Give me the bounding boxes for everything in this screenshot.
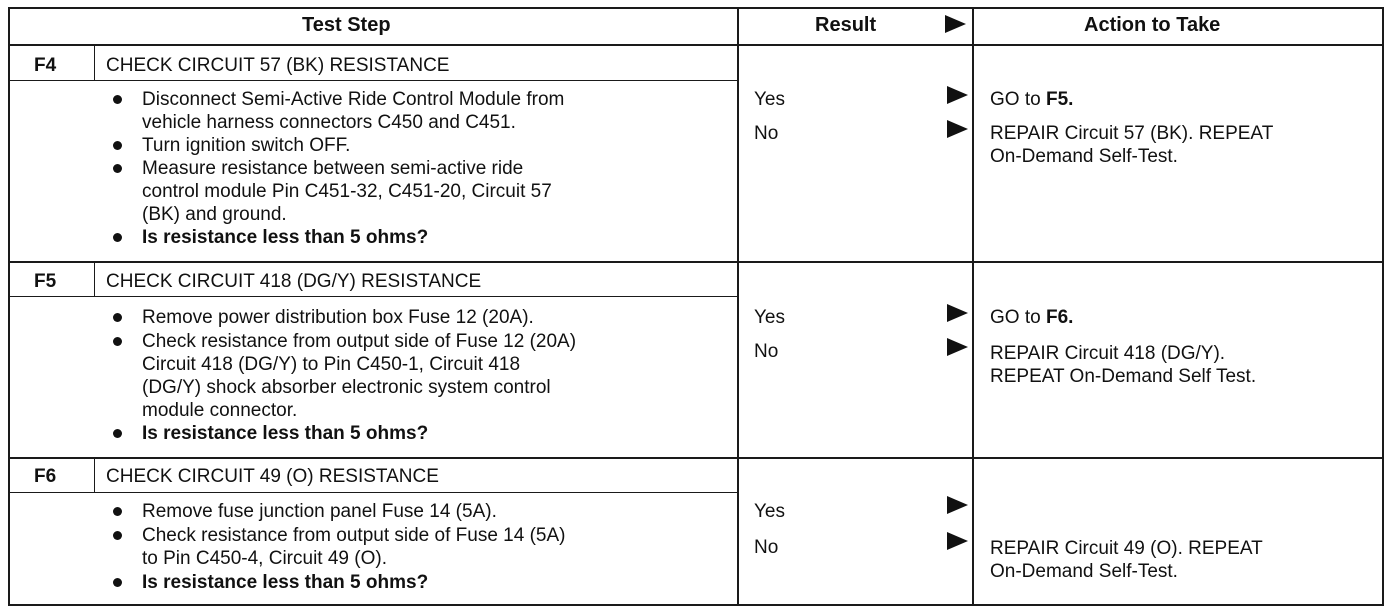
row-divider-f6 bbox=[8, 457, 1384, 459]
action-goto-prefix: GO to bbox=[990, 89, 1046, 110]
bullet-icon bbox=[113, 164, 122, 173]
step-text: Check resistance from output side of Fuse 14 (5A) bbox=[142, 525, 566, 546]
step-id: F5 bbox=[34, 271, 57, 292]
bullet-icon bbox=[113, 337, 122, 346]
row-divider-f5 bbox=[8, 261, 1384, 263]
result-yes: Yes bbox=[754, 501, 785, 522]
action-text: REPAIR Circuit 57 (BK). REPEAT bbox=[990, 123, 1274, 144]
step-text: Remove power distribution box Fuse 12 (20A). bbox=[142, 307, 534, 328]
bullet-icon bbox=[113, 233, 122, 242]
bullet-icon bbox=[113, 95, 122, 104]
action-goto bbox=[990, 306, 1073, 329]
step-text: Measure resistance between semi-active ride bbox=[142, 158, 524, 179]
action-goto-target: F6. bbox=[1045, 307, 1074, 328]
action-goto-target: F5. bbox=[1045, 89, 1074, 110]
header-bottom-border bbox=[8, 44, 1384, 46]
arrow-icon bbox=[947, 338, 968, 356]
result-yes: Yes bbox=[754, 307, 785, 328]
step-text: to Pin C450-4, Circuit 49 (O). bbox=[142, 548, 387, 569]
f6-title-underline bbox=[8, 492, 738, 493]
bullet-icon bbox=[113, 531, 122, 540]
f6-id-divider bbox=[94, 459, 95, 493]
f5-title-underline bbox=[8, 296, 738, 297]
action-goto-prefix: GO to bbox=[990, 307, 1046, 328]
action-text: REPAIR Circuit 49 (O). REPEAT bbox=[990, 538, 1263, 559]
table-left-border bbox=[8, 7, 10, 606]
f4-id-divider bbox=[94, 46, 95, 81]
arrow-icon bbox=[947, 532, 968, 550]
step-text: Remove fuse junction panel Fuse 14 (5A). bbox=[142, 501, 497, 522]
result-no: No bbox=[754, 123, 779, 144]
f5-id-divider bbox=[94, 263, 95, 297]
header-result: Result bbox=[815, 14, 877, 36]
step-text: Circuit 418 (DG/Y) to Pin C450-1, Circuit 418 bbox=[142, 354, 521, 375]
step-text: control module Pin C451-32, C451-20, Circuit 57 bbox=[142, 181, 552, 202]
step-title: CHECK CIRCUIT 57 (BK) RESISTANCE bbox=[106, 55, 450, 76]
step-text: Disconnect Semi-Active Ride Control Module from bbox=[142, 89, 565, 110]
bullet-icon bbox=[113, 578, 122, 587]
step-question: Is resistance less than 5 ohms? bbox=[142, 227, 429, 248]
bullet-icon bbox=[113, 429, 122, 438]
step-question: Is resistance less than 5 ohms? bbox=[142, 572, 429, 593]
step-title: CHECK CIRCUIT 49 (O) RESISTANCE bbox=[106, 466, 439, 487]
result-no: No bbox=[754, 341, 779, 362]
bullet-icon bbox=[113, 313, 122, 322]
step-text: vehicle harness connectors C450 and C451. bbox=[142, 112, 516, 133]
result-no: No bbox=[754, 537, 779, 558]
action-text: On-Demand Self-Test. bbox=[990, 146, 1178, 167]
header-arrow-icon bbox=[945, 15, 966, 33]
table-bottom-border bbox=[8, 604, 1384, 606]
arrow-icon bbox=[947, 86, 968, 104]
arrow-icon bbox=[947, 120, 968, 138]
action-column-divider bbox=[972, 7, 974, 606]
step-title: CHECK CIRCUIT 418 (DG/Y) RESISTANCE bbox=[106, 271, 482, 292]
bullet-icon bbox=[113, 141, 122, 150]
result-yes: Yes bbox=[754, 89, 785, 110]
step-text: (BK) and ground. bbox=[142, 204, 287, 225]
step-text: (DG/Y) shock absorber electronic system control bbox=[142, 377, 551, 398]
step-question: Is resistance less than 5 ohms? bbox=[142, 423, 429, 444]
bullet-icon bbox=[113, 507, 122, 516]
f4-title-underline bbox=[8, 80, 738, 81]
step-id: F6 bbox=[34, 466, 57, 487]
table-right-border bbox=[1382, 7, 1384, 606]
result-column-divider bbox=[737, 7, 739, 606]
header-test-step: Test Step bbox=[302, 14, 391, 36]
table-top-border bbox=[8, 7, 1384, 9]
action-text: REPEAT On-Demand Self Test. bbox=[990, 366, 1257, 387]
action-text: On-Demand Self-Test. bbox=[990, 561, 1178, 582]
arrow-icon bbox=[947, 304, 968, 322]
step-text: module connector. bbox=[142, 400, 298, 421]
step-id: F4 bbox=[34, 55, 57, 76]
action-text: REPAIR Circuit 418 (DG/Y). bbox=[990, 343, 1226, 364]
step-text: Turn ignition switch OFF. bbox=[142, 135, 351, 156]
header-action: Action to Take bbox=[1084, 14, 1221, 36]
action-goto bbox=[990, 88, 1073, 111]
arrow-icon bbox=[947, 496, 968, 514]
step-text: Check resistance from output side of Fuse 12 (20A) bbox=[142, 331, 577, 352]
